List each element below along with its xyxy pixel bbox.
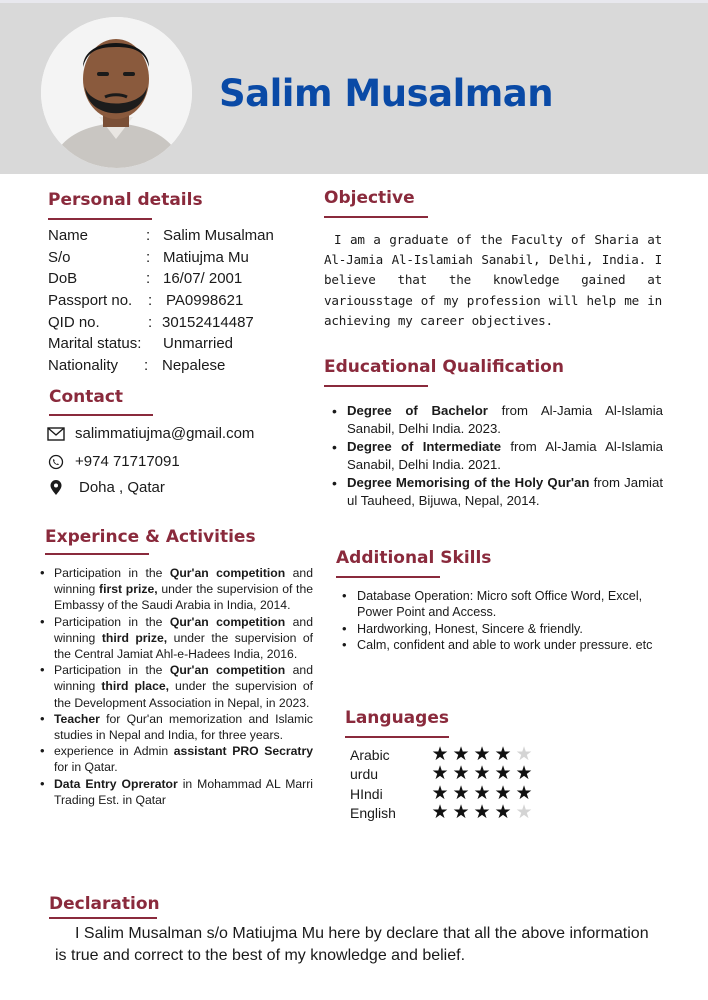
experience-item-text: under the supervision of the Embassy of the Saudi Arabia in India, 2014. [54,582,314,613]
star-filled-icon: ★ [473,802,492,823]
language-name: HIndi [350,786,383,802]
location-pin-icon [47,480,65,496]
personal-details-underline [48,218,152,220]
education-item-text: from Jamiat ul Tauheed, Bijuwa, Nepal, 2014. [347,475,663,508]
experience-item-bold-text: third place, [101,679,170,694]
education-item [332,402,663,438]
education-item [332,438,663,474]
experience-item-bold-text: Teacher [54,711,100,726]
personal-value: Unmarried [163,335,234,353]
language-rating [430,803,535,823]
declaration-underline [49,917,157,919]
candidate-name: Salim Musalman [219,72,554,115]
contact-location [47,479,165,496]
experience-item-text: Participation in the [54,663,170,678]
objective-text: I am a graduate of the Faculty of Sharia at Al-Jamia Al-Islamiah Sanabil, Delhi, India. I believe that the knowledge gained at variousstage of my profession will help me in achieving my career objectives. [324,232,662,328]
experience-item-text: Participation in the [54,614,170,629]
language-name: urdu [350,766,379,782]
personal-value: 16/07/ 2001 [163,270,243,288]
experience-item [38,614,313,663]
personal-label: Marital status: [48,335,142,353]
education-item-bold-text: Degree of Bachelor [347,403,488,418]
experience-item-text: for Qur'an memorization and Islamic studies in Nepal and India, for three years. [54,711,313,743]
personal-value: Salim Musalman [163,227,274,244]
experience-item-text: experience in Admin [54,744,174,759]
language-rating [430,784,535,804]
personal-label: QID no. [48,313,100,331]
skill-item: • Database Operation: Micro soft Office Word, Excel, Power Point and Access. [342,588,664,621]
education-heading: Educational Qualification [324,357,564,377]
personal-label: DoB [48,270,78,288]
experience-item-text: in Mohammad AL Marri Trading Est. in Qatar [54,776,313,807]
personal-value: 30152414487 [162,313,254,331]
star-filled-icon: ★ [452,783,471,804]
experience-item-bold-text: Qur'an competition [169,663,286,678]
experience-item-bold-text: first prize, [99,582,158,597]
experience-item-text: and winning [54,614,313,645]
experience-item [38,711,313,743]
star-filled-icon: ★ [494,783,513,804]
star-filled-icon: ★ [494,763,513,784]
personal-value: Nepalese [162,357,226,375]
star-filled-icon: ★ [431,744,450,765]
skill-item: • Calm, confident and able to work under pressure. etc [342,637,664,653]
personal-colon: : [148,292,153,310]
experience-item-bold-text: Data Entry Oprerator [54,776,178,791]
education-list [332,402,663,510]
education-item-bold-text: Degree Memorising of the Holy Qur'an [347,475,590,490]
languages-underline [345,736,449,738]
skills-list [342,588,664,654]
experience-list [38,565,313,808]
star-filled-icon: ★ [473,744,492,765]
experience-item [38,662,313,711]
star-filled-icon: ★ [473,763,492,784]
contact-heading: Contact [49,387,124,407]
email-icon [47,426,65,442]
education-item-bold-text: Degree of Intermediate [347,439,502,454]
star-filled-icon: ★ [473,783,492,804]
star-filled-icon: ★ [452,802,471,823]
language-name: Arabic [350,747,390,763]
experience-item [38,743,313,775]
star-filled-icon: ★ [494,802,513,823]
experience-item-bold-text: assistant PRO Secratry [173,744,314,759]
language-name: English [350,805,396,821]
experience-item-text: under the supervision of the Central Jamiat Ahl-e-Hadees India, 2016. [54,630,314,662]
languages-heading: Languages [345,708,449,728]
experience-item-text: and winning [54,566,313,597]
declaration-heading: Declaration [49,894,160,914]
star-filled-icon: ★ [452,744,471,765]
education-item-text: from Al-Jamia Al-Islamia Sanabil, Delhi India. 2023. [347,403,663,436]
experience-item-text: Participation in the [54,566,170,580]
contact-email-text: salimmatiujma@gmail.com [75,425,255,442]
star-filled-icon: ★ [452,763,471,784]
language-rating [430,745,535,765]
experience-item-bold-text: Qur'an competition [169,614,286,629]
star-filled-icon: ★ [494,744,513,765]
star-filled-icon: ★ [431,783,450,804]
personal-details-heading: Personal details [48,190,203,210]
personal-value: PA0998621 [166,292,244,310]
profile-photo [41,17,192,168]
personal-value: Matiujma Mu [163,248,249,266]
contact-location-text: Doha , Qatar [79,479,165,496]
personal-label: Passport no. [48,292,133,310]
contact-email[interactable] [47,425,254,442]
personal-label: Name [48,227,89,244]
skills-heading: Additional Skills [336,548,492,568]
contact-phone-text: +974 71717091 [75,453,180,470]
declaration-text: I Salim Musalman s/o Matiujma Mu here by declare that all the above information is true and correct to the best of my knowledge and belief. [55,925,649,964]
experience-item-text: under the supervision of the Development Association in Nepal, in 2023. [54,679,314,710]
skill-item: • Hardworking, Honest, Sincere & friendly. [342,621,664,637]
education-item [332,474,663,510]
education-underline [324,385,428,387]
contact-underline [49,414,153,416]
experience-item [38,776,313,808]
star-empty-icon: ★ [515,744,534,765]
star-empty-icon: ★ [515,802,534,823]
experience-item-bold-text: third prize, [101,630,168,645]
experience-item-text: and winning [54,663,313,694]
top-edge-divider [0,0,708,3]
language-rating [430,764,535,784]
star-filled-icon: ★ [515,763,534,784]
star-filled-icon: ★ [431,763,450,784]
education-item-text: from Al-Jamia Al-Islamia Sanabil, Delhi India. 2021. [347,439,664,472]
personal-colon: : [148,313,153,331]
personal-label: S/o [48,248,71,266]
experience-heading: Experince & Activities [45,527,256,547]
objective-heading: Objective [324,188,415,208]
personal-colon: : [146,248,151,266]
experience-item-bold-text: Qur'an competition [169,566,286,580]
personal-colon: : [146,270,151,288]
experience-item-text: for in Qatar. [54,760,118,775]
phone-icon [47,454,65,470]
star-filled-icon: ★ [515,783,534,804]
objective-underline [324,216,428,218]
experience-underline [45,553,149,555]
star-filled-icon: ★ [431,802,450,823]
personal-colon: : [144,357,149,375]
contact-phone[interactable] [47,453,180,470]
personal-colon: : [146,227,151,244]
skills-underline [336,576,440,578]
experience-item [38,565,313,614]
personal-label: Nationality [48,357,119,375]
